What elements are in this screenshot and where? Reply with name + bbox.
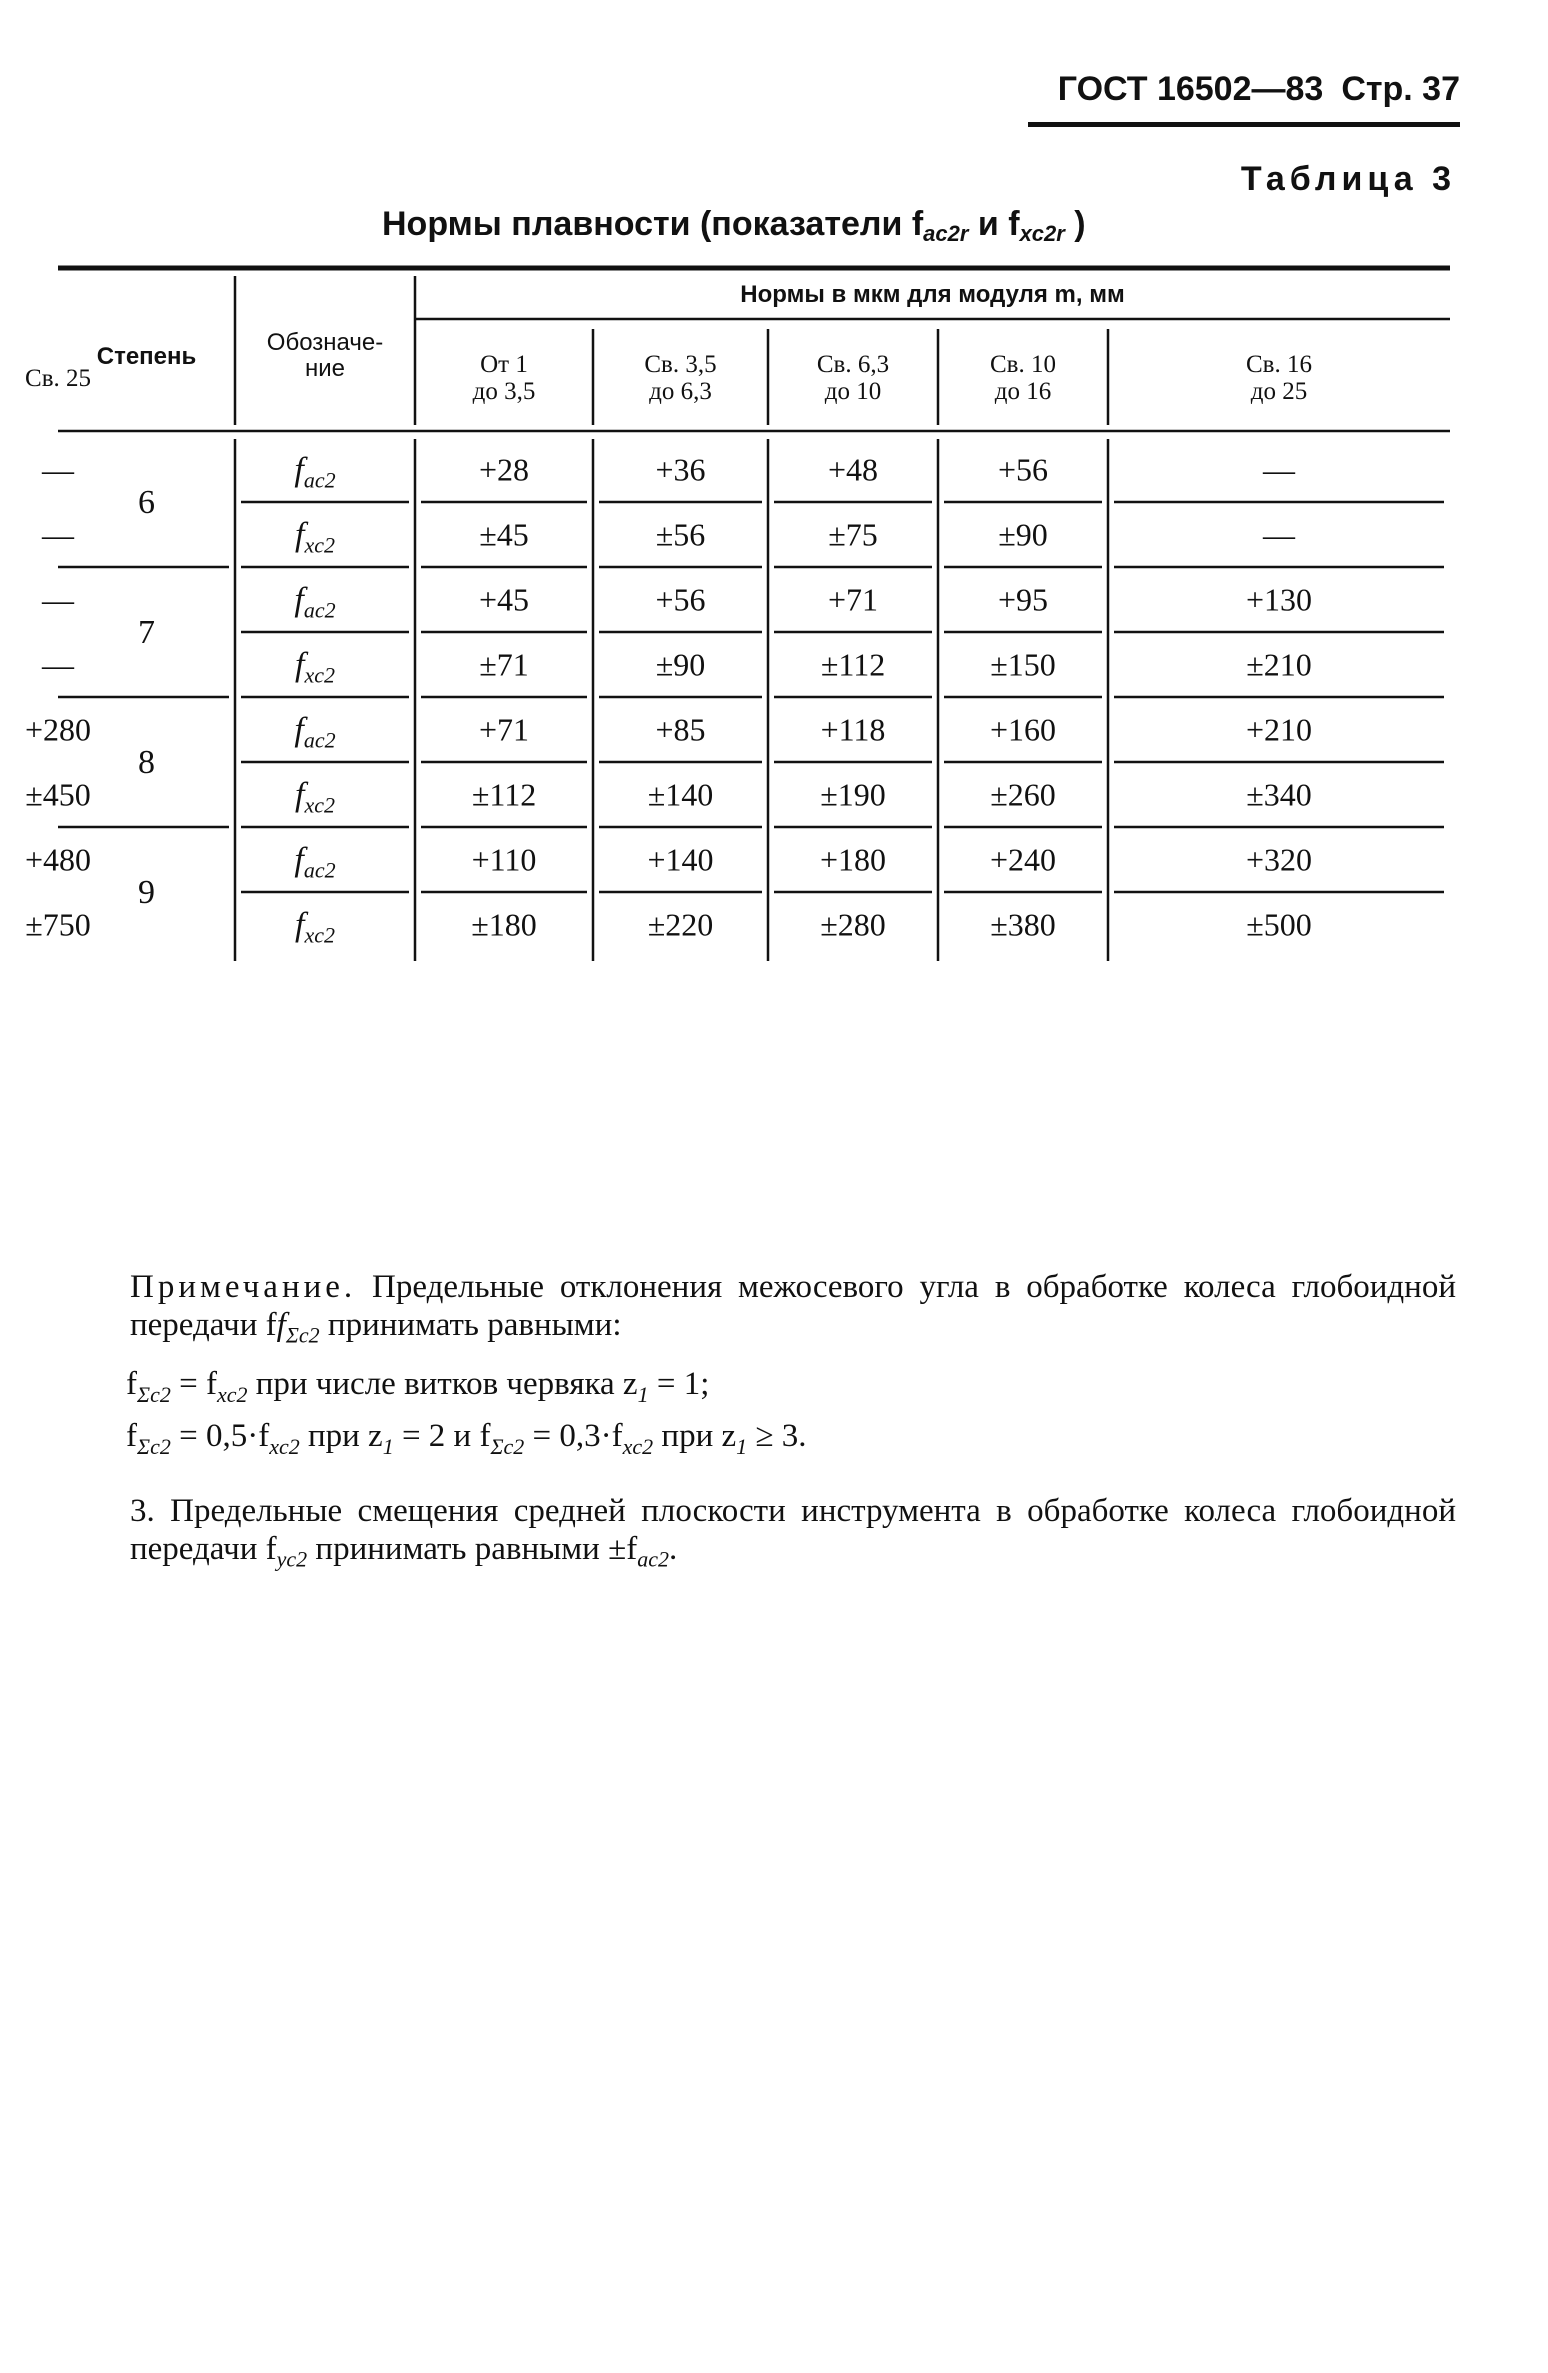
table-cell: ±56 (655, 516, 706, 553)
header-norms: Нормы в мкм для модуля m, мм (740, 281, 1125, 308)
module-col-header: до 10 (824, 378, 882, 405)
table-cell: ±112 (820, 646, 886, 683)
table-cell: +118 (820, 711, 886, 748)
table-cell: ±750 (25, 906, 91, 943)
table-cell: +36 (655, 451, 706, 488)
designation-cell: $f_{xc2}$ (295, 646, 335, 688)
table-cell: ±280 (820, 906, 886, 943)
module-col-header: Св. 10 (990, 351, 1056, 378)
table-cell: +180 (819, 841, 887, 878)
table-cell: ±112 (471, 776, 537, 813)
module-col-header: до 3,5 (472, 378, 536, 405)
designation-cell: $f_{ac2}$ (294, 841, 336, 883)
module-col-header: до 16 (994, 378, 1052, 405)
table-cell: +56 (655, 581, 706, 618)
table-cell: +240 (989, 841, 1057, 878)
header-designation-l2: ние (304, 355, 346, 382)
table-cell: ±45 (479, 516, 529, 553)
degree-cell: 8 (138, 744, 155, 781)
table-cell: ±260 (990, 776, 1056, 813)
table-cell: ±190 (820, 776, 886, 813)
table-cell: +45 (478, 581, 530, 618)
degree-cell: 9 (138, 874, 155, 911)
header-degree: Степень (96, 343, 197, 370)
designation-cell: $f_{xc2}$ (295, 906, 335, 948)
table-cell: ±150 (990, 646, 1056, 683)
table-cell: +160 (989, 711, 1057, 748)
note-paragraph: Примечание. Предельные отклонения межосевого угла в обработке колеса глобоидной передачи $ff_{\Sigma c2}$ принимать равными: (130, 1269, 1456, 1348)
table-cell: +110 (471, 841, 537, 878)
standard-number: ГОСТ 16502—83 (1057, 70, 1324, 108)
table-cell: +71 (478, 711, 530, 748)
table-cell: ±380 (990, 906, 1056, 943)
module-col-header: до 25 (1250, 378, 1308, 405)
table-cell: — (1263, 516, 1295, 553)
table-cell: — (42, 581, 74, 618)
table-cell: +71 (827, 581, 879, 618)
table-cell: ±90 (998, 516, 1048, 553)
formula-line-1: $f_{\Sigma c2} = f_{xc2}$ при числе витков червяка $z_1 = 1$; (126, 1366, 710, 1407)
norms-table (24, 266, 1450, 1240)
note-heading: Примечание. (130, 1269, 357, 1305)
module-col-header: От 1 (480, 351, 528, 378)
table-cell: +48 (827, 451, 879, 488)
table-cell: ±90 (655, 646, 706, 683)
table-cell: +85 (655, 711, 706, 748)
table-cell: — (42, 646, 74, 683)
formula-line-2: $f_{\Sigma c2} = 0,5\cdot f_{xc2}$ при $z_1 = 2$ и $f_{\Sigma c2} = 0,3\cdot f_{xc2}$ при $z_1 \ge 3$. (126, 1418, 807, 1459)
table-cell: +95 (997, 581, 1049, 618)
note-item-3: 3. Предельные смещения средней плоскости инструмента в обработке колеса глобоидной передачи $f_{yc2}$ принимать равными $\pm f_{ac2}$. (130, 1493, 1456, 1572)
designation-cell: $f_{ac2}$ (294, 451, 336, 493)
table-cell: — (1263, 451, 1295, 488)
table-cell: ±140 (647, 776, 714, 813)
table-label: Таблица 3 (1240, 160, 1456, 198)
designation-cell: $f_{xc2}$ (295, 776, 335, 818)
degree-cell: 7 (138, 614, 155, 651)
designation-cell: $f_{ac2}$ (294, 711, 336, 753)
table-cell: +28 (478, 451, 530, 488)
table-cell: — (42, 451, 74, 488)
page-number: Стр. 37 (1341, 70, 1460, 108)
module-col-header: Св. 16 (1246, 351, 1312, 378)
module-col-header: Св. 6,3 (816, 351, 890, 378)
table-cell: +140 (647, 841, 714, 878)
header-rule (1028, 122, 1460, 127)
module-col-header: Св. 3,5 (644, 351, 717, 378)
table-title: Нормы плавности (показатели $f_{ac2r}$ и $f_{xc2r}$ ) (382, 205, 1086, 246)
designation-cell: $f_{xc2}$ (295, 516, 335, 558)
table-cell: ±500 (1246, 906, 1312, 943)
degree-cell: 6 (138, 484, 155, 521)
table-cell: +210 (1245, 711, 1313, 748)
table-cell: +56 (997, 451, 1049, 488)
table-cell: +280 (24, 711, 92, 748)
table-cell: ±340 (1246, 776, 1312, 813)
table-cell: ±71 (479, 646, 529, 683)
table-cell: ±210 (1246, 646, 1312, 683)
table-cell: ±75 (828, 516, 878, 553)
designation-cell: $f_{ac2}$ (294, 581, 336, 623)
table-cell: +480 (24, 841, 92, 878)
module-col-header: Св. 25 (25, 365, 91, 392)
header-designation-l1: Обозначе- (266, 329, 384, 356)
table-cell: ±450 (25, 776, 91, 813)
table-cell: ±220 (647, 906, 714, 943)
table-cell: +320 (1245, 841, 1313, 878)
table-cell: +130 (1245, 581, 1313, 618)
document-header (1058, 70, 1460, 109)
table-cell: — (42, 516, 74, 553)
module-col-header: до 6,3 (649, 378, 712, 405)
table-cell: ±180 (471, 906, 537, 943)
